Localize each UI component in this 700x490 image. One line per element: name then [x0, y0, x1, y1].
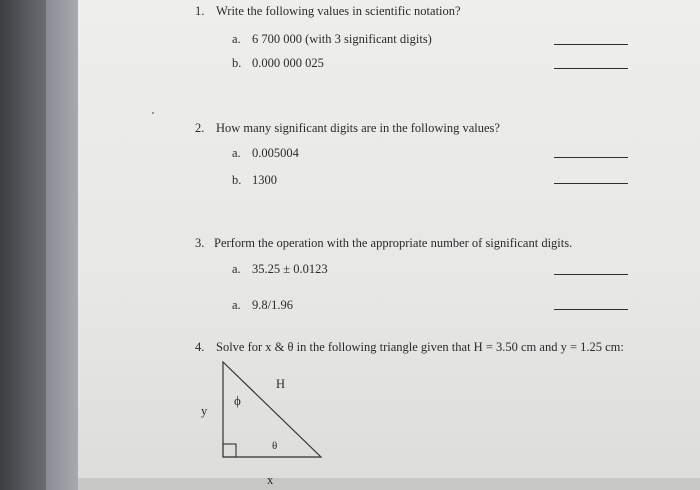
question-4-number: 4.: [195, 340, 205, 354]
question-1a-letter: a.: [232, 32, 241, 46]
question-1-number: 1.: [195, 4, 205, 18]
question-1a-text: 6 700 000 (with 3 significant digits): [252, 32, 432, 46]
question-3a-letter: a.: [232, 262, 241, 276]
question-4-prompt: Solve for x & θ in the following triangle given that H = 3.50 cm and y = 1.25 cm:: [216, 340, 624, 354]
question-3-prompt: Perform the operation with the appropriate number of significant digits.: [214, 236, 573, 250]
question-2b-letter: b.: [232, 173, 242, 187]
question-2b-text: 1300: [252, 173, 277, 187]
question-1b-letter: b.: [232, 56, 242, 70]
question-2-prompt: How many significant digits are in the following values?: [216, 121, 500, 135]
hypotenuse-label-h: H: [276, 377, 286, 391]
question-2-number: 2.: [195, 121, 205, 135]
question-3b-letter: a.: [232, 298, 241, 312]
right-angle-marker: [223, 444, 236, 457]
question-3b-text: 9.8/1.96: [252, 298, 293, 312]
horizontal-side-label-x: x: [267, 473, 274, 487]
angle-phi-label: ϕ: [234, 393, 241, 408]
angle-theta-label: θ: [272, 440, 278, 452]
vertical-side-label-y: y: [201, 404, 208, 418]
question-1-prompt: Write the following values in scientific notation?: [216, 4, 461, 18]
question-2a-text: 0.005004: [252, 146, 299, 160]
question-1b-text: 0.000 000 025: [252, 56, 324, 70]
question-2a-letter: a.: [232, 146, 241, 160]
question-3a-text: 35.25 ± 0.0123: [252, 262, 328, 276]
question-3-number: 3.: [195, 236, 205, 250]
